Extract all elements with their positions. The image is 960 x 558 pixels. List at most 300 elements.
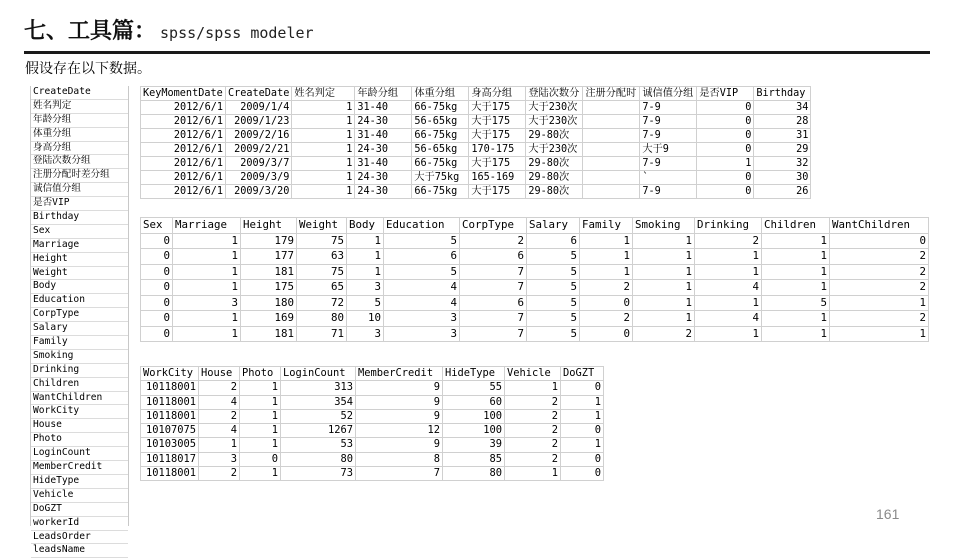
table-cell: 10118001 [141, 409, 199, 423]
table-cell: 169 [241, 311, 297, 327]
table-cell: 10 [347, 311, 384, 327]
table-cell: 31-40 [355, 129, 412, 143]
table-cell: 1 [762, 233, 830, 249]
table-cell: 1 [240, 424, 281, 438]
table-cell [583, 143, 640, 157]
field-list [30, 86, 129, 556]
table-cell: 10107075 [141, 424, 199, 438]
table-cell: 1 [173, 264, 241, 280]
table-cell: 7-9 [640, 185, 697, 199]
table-cell: 1 [240, 381, 281, 395]
table-cell: 1 [347, 249, 384, 265]
table-row [141, 311, 929, 327]
table-cell: 2009/2/21 [226, 143, 292, 157]
table-cell: 2012/6/1 [141, 115, 226, 129]
table-row [141, 264, 929, 280]
table-cell: 1 [830, 326, 929, 342]
table-cell: 1 [633, 280, 695, 296]
table-row [141, 381, 604, 395]
field-list-item: 注册分配时差分组 [31, 169, 128, 183]
field-list-item: 姓名判定 [31, 100, 128, 114]
field-list-item: Weight [31, 267, 128, 281]
table-cell: 7 [460, 280, 527, 296]
table-cell: 28 [754, 115, 811, 129]
table-cell: 34 [754, 101, 811, 115]
table-row [141, 233, 929, 249]
table-cell: 1 [633, 295, 695, 311]
table-cell: 0 [580, 295, 633, 311]
field-list-item: MemberCredit [31, 461, 128, 475]
column-header: MemberCredit [356, 367, 443, 381]
table-cell: 1 [292, 185, 355, 199]
table-cell: 1 [173, 311, 241, 327]
table-cell: 6 [384, 249, 460, 265]
table-cell: 4 [384, 280, 460, 296]
table-cell: 1 [347, 264, 384, 280]
table-cell: 2009/2/16 [226, 129, 292, 143]
table-cell: 1 [292, 171, 355, 185]
field-list-item: Marriage [31, 239, 128, 253]
table-cell: 2 [199, 381, 240, 395]
table-cell [583, 157, 640, 171]
table-cell: 5 [527, 249, 580, 265]
table-cell: 3 [199, 452, 240, 466]
table-cell: 180 [241, 295, 297, 311]
table-cell: 75 [297, 233, 347, 249]
table-cell: 5 [347, 295, 384, 311]
table-cell: 0 [561, 452, 604, 466]
table-cell: 1 [240, 438, 281, 452]
table-cell: 100 [443, 409, 505, 423]
table-cell: 0 [141, 264, 173, 280]
table-cell: 7-9 [640, 101, 697, 115]
table-cell: 1 [561, 438, 604, 452]
table-cell: 3 [384, 326, 460, 342]
table-header-row [141, 367, 604, 381]
field-list-item: leadsName [31, 544, 128, 558]
field-list-item: DoGZT [31, 503, 128, 517]
table-cell: 大于175 [469, 115, 526, 129]
table-cell: 4 [199, 424, 240, 438]
column-header: 是否VIP [697, 87, 754, 101]
table-cell: 1 [695, 326, 762, 342]
table-cell: 2 [830, 249, 929, 265]
table-cell: 大于75kg [412, 171, 469, 185]
table-cell: 大于175 [469, 101, 526, 115]
table-cell: 0 [697, 185, 754, 199]
table-cell: 1 [292, 115, 355, 129]
table-cell: 100 [443, 424, 505, 438]
field-list-item: HideType [31, 475, 128, 489]
table-row [141, 143, 811, 157]
table-cell: 3 [173, 295, 241, 311]
table-cell: 29 [754, 143, 811, 157]
table-cell: 313 [281, 381, 356, 395]
table-cell: 80 [297, 311, 347, 327]
table-cell: 1 [580, 249, 633, 265]
table-cell: 5 [527, 311, 580, 327]
table-cell: 2 [580, 311, 633, 327]
table-cell: 0 [141, 249, 173, 265]
table-cell: 7-9 [640, 129, 697, 143]
field-list-item: Vehicle [31, 489, 128, 503]
field-list-item: Height [31, 253, 128, 267]
column-header: KeyMomentDate [141, 87, 226, 101]
column-header: Sex [141, 218, 173, 234]
table-cell: 1 [633, 264, 695, 280]
field-list-item: 诚信值分组 [31, 183, 128, 197]
table-cell: 9 [356, 381, 443, 395]
table-cell: 1 [697, 157, 754, 171]
table-cell: 9 [356, 395, 443, 409]
table-cell: 2 [505, 424, 561, 438]
table-row [141, 157, 811, 171]
field-list-item: Drinking [31, 364, 128, 378]
table-cell: 85 [443, 452, 505, 466]
table-cell: 1 [830, 295, 929, 311]
column-header: Children [762, 218, 830, 234]
column-header: Drinking [695, 218, 762, 234]
table-cell: 1 [240, 395, 281, 409]
table-cell: 165-169 [469, 171, 526, 185]
table-row [141, 101, 811, 115]
column-header: CorpType [460, 218, 527, 234]
table-cell [583, 101, 640, 115]
table-cell: 1 [347, 233, 384, 249]
table-cell: 0 [697, 143, 754, 157]
table-cell: 10118001 [141, 467, 199, 481]
column-header: Marriage [173, 218, 241, 234]
field-list-item: Photo [31, 433, 128, 447]
table-cell: 5 [762, 295, 830, 311]
table-row [141, 467, 604, 481]
table-cell: 0 [561, 381, 604, 395]
table-cell: 72 [297, 295, 347, 311]
table-cell: 5 [384, 264, 460, 280]
table-cell: 大于175 [469, 185, 526, 199]
table-cell: 1 [695, 249, 762, 265]
table-cell: 1 [633, 249, 695, 265]
table-row [141, 424, 604, 438]
table-cell: 10118001 [141, 395, 199, 409]
table-cell: 80 [443, 467, 505, 481]
field-list-item: Smoking [31, 350, 128, 364]
column-header: CreateDate [226, 87, 292, 101]
table-cell: 1 [633, 311, 695, 327]
table-cell: 10118001 [141, 381, 199, 395]
table-cell: 53 [281, 438, 356, 452]
table-row [141, 185, 811, 199]
table-cell: 1267 [281, 424, 356, 438]
table-cell: 73 [281, 467, 356, 481]
table-cell: 24-30 [355, 171, 412, 185]
table-cell: 56-65kg [412, 143, 469, 157]
column-header: HideType [443, 367, 505, 381]
column-header: 诚信值分组 [640, 87, 697, 101]
table-cell: 2 [580, 280, 633, 296]
table-cell: 7 [460, 326, 527, 342]
table-cell: 0 [561, 467, 604, 481]
table-cell: 1 [240, 467, 281, 481]
table-row [141, 452, 604, 466]
field-list-item: 登陆次数分组 [31, 155, 128, 169]
table-cell: 3 [347, 280, 384, 296]
column-header: WantChildren [830, 218, 929, 234]
column-header: Birthday [754, 87, 811, 101]
data-table-3 [140, 366, 604, 481]
table-cell: 2 [505, 438, 561, 452]
column-header: DoGZT [561, 367, 604, 381]
table-cell: 5 [527, 295, 580, 311]
column-header: Body [347, 218, 384, 234]
table-cell: 1 [292, 101, 355, 115]
table-cell: 7 [356, 467, 443, 481]
table-cell: 32 [754, 157, 811, 171]
table-cell: 大于230次 [526, 101, 583, 115]
table-cell: 2009/1/4 [226, 101, 292, 115]
column-header: House [199, 367, 240, 381]
table-cell: 170-175 [469, 143, 526, 157]
field-list-item: Salary [31, 322, 128, 336]
table-cell: 63 [297, 249, 347, 265]
table-cell: 4 [199, 395, 240, 409]
table-cell: 3 [384, 311, 460, 327]
table-cell: 1 [762, 249, 830, 265]
table-cell: 26 [754, 185, 811, 199]
table-cell: 60 [443, 395, 505, 409]
intro-text: 假设存在以下数据。 [25, 61, 151, 77]
table-cell: 9 [356, 438, 443, 452]
column-header: 身高分组 [469, 87, 526, 101]
table-cell: 1 [580, 233, 633, 249]
field-list-item: LeadsOrder [31, 531, 128, 545]
table-cell: 1 [292, 157, 355, 171]
table-cell: 2009/3/9 [226, 171, 292, 185]
table-cell: 1 [762, 326, 830, 342]
table-cell: 2012/6/1 [141, 157, 226, 171]
table-cell: 2009/3/7 [226, 157, 292, 171]
table-cell: 66-75kg [412, 101, 469, 115]
table-cell: 31-40 [355, 157, 412, 171]
field-list-item: Education [31, 294, 128, 308]
table-cell: 2009/1/23 [226, 115, 292, 129]
table-cell [583, 115, 640, 129]
column-header: Weight [297, 218, 347, 234]
table-cell: 1 [633, 233, 695, 249]
table-row [141, 129, 811, 143]
table-cell: 181 [241, 264, 297, 280]
field-list-item: 年龄分组 [31, 114, 128, 128]
table-row [141, 438, 604, 452]
table-cell: 2 [830, 311, 929, 327]
title-main: 七、工具篇： [24, 19, 157, 44]
table-cell: 29-80次 [526, 171, 583, 185]
field-list-item: 身高分组 [31, 142, 128, 156]
column-header: Salary [527, 218, 580, 234]
table-cell: 0 [141, 311, 173, 327]
table-cell: 0 [697, 101, 754, 115]
table-cell: 5 [527, 280, 580, 296]
field-list-item: 是否VIP [31, 197, 128, 211]
table-cell: 2012/6/1 [141, 185, 226, 199]
table-cell: 175 [241, 280, 297, 296]
field-list-item: WorkCity [31, 405, 128, 419]
table-cell: ` [640, 171, 697, 185]
table-row [141, 295, 929, 311]
table-cell: 0 [141, 326, 173, 342]
field-list-item: LoginCount [31, 447, 128, 461]
column-header: WorkCity [141, 367, 199, 381]
data-table-1 [140, 86, 811, 199]
table-cell: 0 [561, 424, 604, 438]
table-cell [583, 129, 640, 143]
table-cell: 1 [292, 143, 355, 157]
column-header: 年龄分组 [355, 87, 412, 101]
table-cell: 56-65kg [412, 115, 469, 129]
table-row [141, 409, 604, 423]
table-cell: 大于9 [640, 143, 697, 157]
table-cell: 10118017 [141, 452, 199, 466]
table-cell: 1 [762, 280, 830, 296]
field-list-item: Sex [31, 225, 128, 239]
table-cell: 2 [830, 264, 929, 280]
table-cell: 5 [527, 326, 580, 342]
column-header: Height [241, 218, 297, 234]
table-cell: 31-40 [355, 101, 412, 115]
table-header-row [141, 87, 811, 101]
table-cell: 66-75kg [412, 129, 469, 143]
table-cell: 29-80次 [526, 157, 583, 171]
table-cell: 2 [633, 326, 695, 342]
table-cell: 0 [697, 171, 754, 185]
table-cell: 2 [199, 409, 240, 423]
table-cell: 1 [762, 264, 830, 280]
table-header-row [141, 218, 929, 234]
table-cell: 6 [460, 295, 527, 311]
table-cell: 8 [356, 452, 443, 466]
table-cell: 181 [241, 326, 297, 342]
table-cell: 6 [527, 233, 580, 249]
slide-title [24, 14, 314, 48]
table-cell [583, 171, 640, 185]
table-cell: 2 [505, 395, 561, 409]
field-list-item: Birthday [31, 211, 128, 225]
table-cell: 7-9 [640, 157, 697, 171]
table-cell: 0 [240, 452, 281, 466]
table-cell: 177 [241, 249, 297, 265]
table-cell: 39 [443, 438, 505, 452]
table-cell: 2 [695, 233, 762, 249]
column-header: Education [384, 218, 460, 234]
table-cell: 1 [561, 395, 604, 409]
table-cell: 1 [240, 409, 281, 423]
table-cell: 1 [505, 467, 561, 481]
field-list-item: Children [31, 378, 128, 392]
field-list-item: 体重分组 [31, 128, 128, 142]
table-cell: 2 [505, 409, 561, 423]
table-row [141, 395, 604, 409]
column-header: Vehicle [505, 367, 561, 381]
table-cell: 大于175 [469, 157, 526, 171]
table-cell: 24-30 [355, 115, 412, 129]
table-cell: 0 [580, 326, 633, 342]
table-cell: 2012/6/1 [141, 129, 226, 143]
table-row [141, 280, 929, 296]
table-cell: 1 [505, 381, 561, 395]
table-cell: 1 [173, 249, 241, 265]
table-cell: 1 [561, 409, 604, 423]
field-list-item: House [31, 419, 128, 433]
table-cell: 10103005 [141, 438, 199, 452]
table-cell: 2012/6/1 [141, 143, 226, 157]
table-cell: 5 [384, 233, 460, 249]
table-cell: 24-30 [355, 143, 412, 157]
table-cell: 3 [347, 326, 384, 342]
table-cell: 24-30 [355, 185, 412, 199]
column-header: 体重分组 [412, 87, 469, 101]
data-table-2 [140, 217, 929, 342]
field-list-item: CorpType [31, 308, 128, 322]
table-cell: 354 [281, 395, 356, 409]
table-cell: 66-75kg [412, 185, 469, 199]
table-cell: 2012/6/1 [141, 101, 226, 115]
table-cell: 29-80次 [526, 185, 583, 199]
table-cell: 65 [297, 280, 347, 296]
table-cell: 1 [762, 311, 830, 327]
table-cell: 1 [695, 264, 762, 280]
table-cell: 29-80次 [526, 129, 583, 143]
table-cell: 55 [443, 381, 505, 395]
table-cell: 2 [460, 233, 527, 249]
table-cell: 7 [460, 311, 527, 327]
page-number: 161 [876, 506, 900, 522]
field-list-item: WantChildren [31, 392, 128, 406]
table-cell: 1 [173, 326, 241, 342]
table-cell: 2 [199, 467, 240, 481]
table-row [141, 171, 811, 185]
table-row [141, 249, 929, 265]
table-row [141, 115, 811, 129]
table-cell: 31 [754, 129, 811, 143]
table-cell: 0 [697, 115, 754, 129]
table-cell: 0 [141, 295, 173, 311]
table-cell: 2 [505, 452, 561, 466]
table-cell: 71 [297, 326, 347, 342]
table-cell: 2012/6/1 [141, 171, 226, 185]
table-cell: 6 [460, 249, 527, 265]
table-cell: 1 [580, 264, 633, 280]
table-cell: 5 [527, 264, 580, 280]
table-cell: 0 [141, 233, 173, 249]
table-cell: 7 [460, 264, 527, 280]
column-header: 注册分配时 [583, 87, 640, 101]
table-cell: 1 [199, 438, 240, 452]
table-cell: 4 [695, 280, 762, 296]
table-cell: 75 [297, 264, 347, 280]
column-header: Smoking [633, 218, 695, 234]
table-cell: 7-9 [640, 115, 697, 129]
table-cell: 4 [384, 295, 460, 311]
table-cell: 80 [281, 452, 356, 466]
title-sub: spss/spss modeler [160, 24, 314, 42]
table-cell: 1 [173, 280, 241, 296]
table-cell: 2 [830, 280, 929, 296]
table-cell [583, 185, 640, 199]
field-list-item: Body [31, 280, 128, 294]
table-cell: 9 [356, 409, 443, 423]
column-header: 登陆次数分 [526, 87, 583, 101]
table-cell: 30 [754, 171, 811, 185]
